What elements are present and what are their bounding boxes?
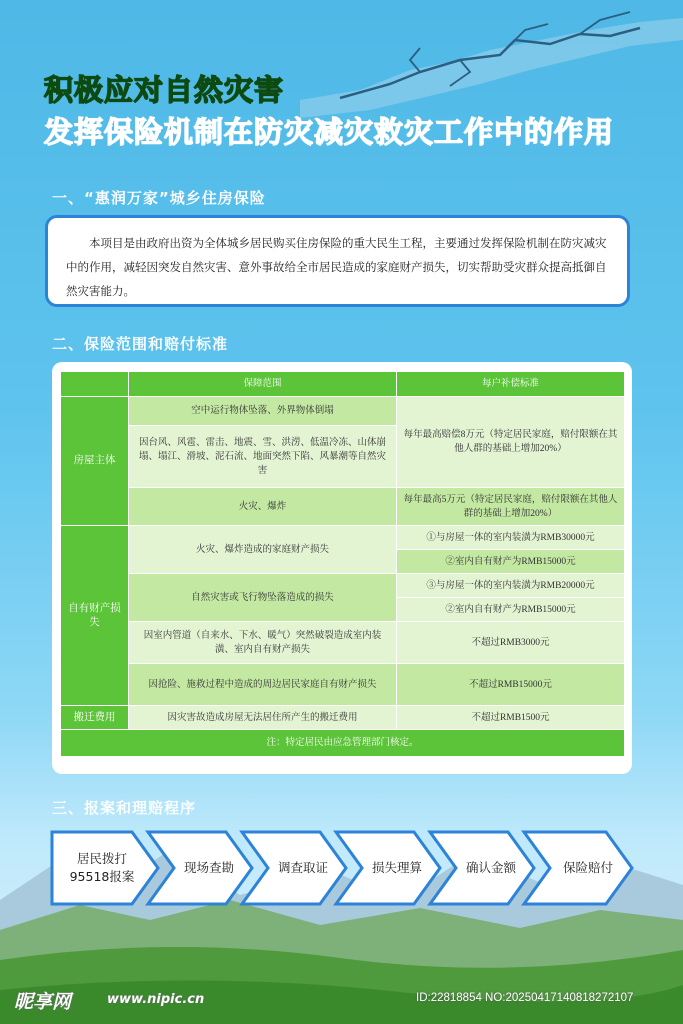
table-cell: 因室内管道（自来水、下水、暖气）突然破裂造成室内装潢、室内自有财产损失 [129, 622, 397, 664]
watermark-site: www.nipic.cn [107, 992, 205, 1007]
table-cell: ①与房屋一体的室内装潢为RMB30000元 [397, 526, 625, 550]
section3-heading: 三、报案和理赔程序 [52, 799, 197, 817]
step-assess: 损失理算 [371, 860, 422, 875]
table-cell: 每年最高赔偿8万元（特定居民家庭，赔付限额在其他人群的基础上增加20%） [397, 397, 625, 488]
step-report: 居民拨打 95518报案 [69, 851, 135, 884]
category-house: 房屋主体 [61, 397, 129, 526]
table-cell: 空中运行物体坠落、外界物体倒塌 [129, 397, 397, 426]
section1-description-box: 本项目是由政府出资为全体城乡居民购买住房保险的重大民生工程，主要通过发挥保险机制在防灾减灾中的作用，减轻因突发自然灾害、意外事故给全市居民造成的家庭财产损失，切实帮助受灾群众提高抵御自然灾害能力。 [45, 215, 630, 307]
step-survey: 现场查勘 [183, 860, 234, 875]
table-cell: ③与房屋一体的室内装潢为RMB20000元 [397, 574, 625, 598]
table-header-compensation: 每户补偿标准 [397, 372, 625, 397]
table-header-scope: 保障范围 [129, 372, 397, 397]
main-title-line2: 发挥保险机制在防灾减灾救灾工作中的作用 [44, 115, 615, 149]
category-relocation: 搬迁费用 [61, 706, 129, 730]
coverage-table [60, 371, 625, 757]
step-payout: 保险赔付 [562, 860, 613, 875]
table-cell: 每年最高5万元（特定居民家庭，赔付限额在其他人群的基础上增加20%） [397, 488, 625, 526]
table-header-blank [61, 372, 129, 397]
table-cell: 自然灾害或飞行物坠落造成的损失 [129, 574, 397, 622]
watermark-logo: 昵享网 [14, 991, 72, 1013]
watermark-id: ID:22818854 NO:20250417140818272107 [416, 992, 634, 1004]
ground-crack-decoration [300, 0, 683, 120]
table-cell: 不超过RMB3000元 [397, 622, 625, 664]
table-cell: 火灾、爆炸 [129, 488, 397, 526]
table-cell: 不超过RMB15000元 [397, 664, 625, 706]
table-cell: ②室内自有财产为RMB15000元 [397, 598, 625, 622]
table-note: 注：特定居民由应急管理部门核定。 [61, 730, 625, 757]
step-investigate: 调查取证 [277, 860, 328, 875]
main-title-line1: 积极应对自然灾害 [44, 73, 285, 107]
table-cell: 因抢险、施救过程中造成的周边居民家庭自有财产损失 [129, 664, 397, 706]
claim-process-flow [50, 826, 640, 910]
table-cell: 火灾、爆炸造成的家庭财产损失 [129, 526, 397, 574]
table-cell: 因台风、风雹、雷击、地震、雪、洪涝、低温冷冻、山体崩塌、塌江、滑坡、泥石流、地面突然下陷、风暴潮等自然灾害 [129, 426, 397, 488]
step-confirm: 确认金额 [465, 860, 516, 875]
table-cell: 因灾害故造成房屋无法居住所产生的搬迁费用 [129, 706, 397, 730]
table-cell: ②室内自有财产为RMB15000元 [397, 550, 625, 574]
section2-heading: 二、保险范围和赔付标准 [52, 335, 229, 353]
section1-heading: 一、“惠润万家”城乡住房保险 [52, 189, 266, 207]
coverage-table-card [52, 362, 632, 774]
table-cell: 不超过RMB1500元 [397, 706, 625, 730]
category-property: 自有财产损失 [61, 526, 129, 706]
